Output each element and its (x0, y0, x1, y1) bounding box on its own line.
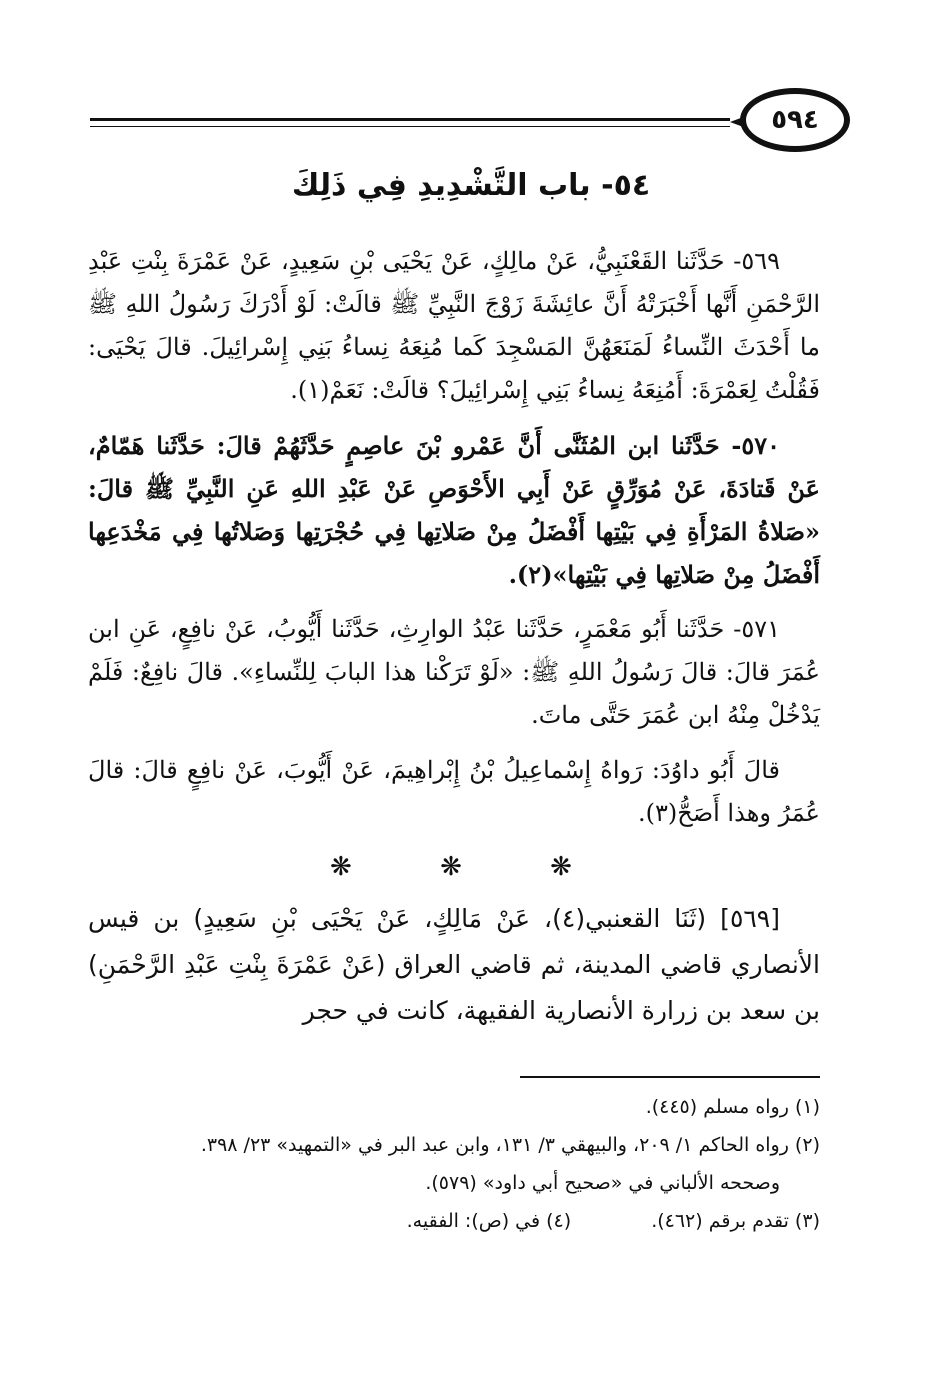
commentary (88, 896, 820, 1034)
hadith-570: ٥٧٠- حَدَّثَنا ابن المُثَنَّى أَنَّ عَمْرو بْنَ عاصِمٍ حَدَّثَهُمْ قالَ: حَدَّثَنا هَمّامٌ، عَنْ قَتادَةَ، عَنْ مُوَرِّقٍ عَنْ أَبِي الأَحْوَصِ عَنْ عَبْدِ اللهِ عَنِ النَّبِيِّ ﷺ قالَ: «صَلاةُ المَرْأَةِ فِي بَيْتِها أَفْضَلُ مِنْ صَلاتِها فِي حُجْرَتِها وَصَلاتُها فِي مَخْدَعِها أَفْضَلُ مِنْ صَلاتِها فِي بَيْتِها»(٢). (88, 431, 820, 589)
footnote-row (88, 1202, 820, 1240)
chapter-title: ٥٤- باب التَّشْدِيدِ فِي ذَلِكَ (291, 168, 651, 203)
footnote-1: (١) رواه مسلم (٤٤٥). (645, 1096, 820, 1118)
footnote-2-continued: وصححه الألباني في «صحيح أبي داود» (٥٧٩). (425, 1172, 780, 1194)
hadith-571: ٥٧١- حَدَّثَنا أَبُو مَعْمَرٍ، حَدَّثَنا عَبْدُ الوارِثِ، حَدَّثَنا أَيُّوبُ، عَنْ نافِعٍ، عَنِ ابن عُمَرَ قالَ: قالَ رَسُولُ اللهِ ﷺ: «لَوْ تَرَكْنا هذا البابَ لِلنِّساءِ». قالَ نافِعٌ: فَلَمْ يَدْخُلْ مِنْهُ ابن عُمَرَ حَتَّى ماتَ. (88, 615, 820, 729)
footnote-2: (٢) رواه الحاكم ١/ ٢٠٩، والبيهقي ٣/ ١٣١، وابن عبد البر في «التمهيد» ٢٣/ ٣٩٨. (200, 1134, 820, 1156)
commentary-569: [٥٦٩] (ثَنَا القعنبي(٤)، عَنْ مَالِكٍ، عَنْ يَحْيَى بْنِ سَعِيدٍ) بن قيس الأنصاري قاضي المدينة، ثم قاضي العراق (عَنْ عَمْرَةَ بِنْتِ عَبْدِ الرَّحْمَنِ) بن سعد بن زرارة الأنصارية الفقيهة، كانت في حجر (88, 904, 820, 1025)
page-number: ٥٩٤ (740, 88, 850, 152)
hadith-569: ٥٦٩- حَدَّثَنا القَعْنَبِيُّ، عَنْ مالِكٍ، عَنْ يَحْيَى بْنِ سَعِيدٍ، عَنْ عَمْرَةَ بِنْتِ عَبْدِ الرَّحْمَنِ أَنَّها أَخْبَرَتْهُ أَنَّ عائِشَةَ زَوْجَ النَّبِيِّ ﷺ قالَتْ: لَوْ أَدْرَكَ رَسُولُ اللهِ ﷺ ما أَحْدَثَ النِّساءُ لَمَنَعَهُنَّ المَسْجِدَ كَما مُنِعَهُ نِساءُ بَنِي إِسْرائِيلَ. قالَ يَحْيَى: فَقُلْتُ لِعَمْرَةَ: أَمُنِعَهُ نِساءُ بَنِي إِسْرائِيلَ؟ قالَتْ: نَعَمْ(١). (88, 247, 820, 404)
abu-dawud-note: قالَ أَبُو داوُدَ: رَواهُ إِسْماعِيلُ بْنُ إِبْراهِيمَ، عَنْ أَيُّوبَ، عَنْ نافِعٍ قالَ: قالَ عُمَرُ وهذا أَصَحُّ(٣). (88, 756, 820, 827)
page-header (90, 88, 850, 168)
footnote-4: (٤) في (ص): الفقيه. (406, 1210, 572, 1232)
footnotes (88, 1088, 820, 1240)
section-separator: ❋ ❋ ❋ (330, 852, 612, 882)
header-rule-thin (90, 126, 730, 127)
footnote-3: (٣) تقدم برقم (٤٦٢). (651, 1210, 820, 1232)
header-rule-thick (90, 118, 730, 121)
footnote-rule (520, 1076, 820, 1078)
hadith-text (88, 240, 820, 847)
